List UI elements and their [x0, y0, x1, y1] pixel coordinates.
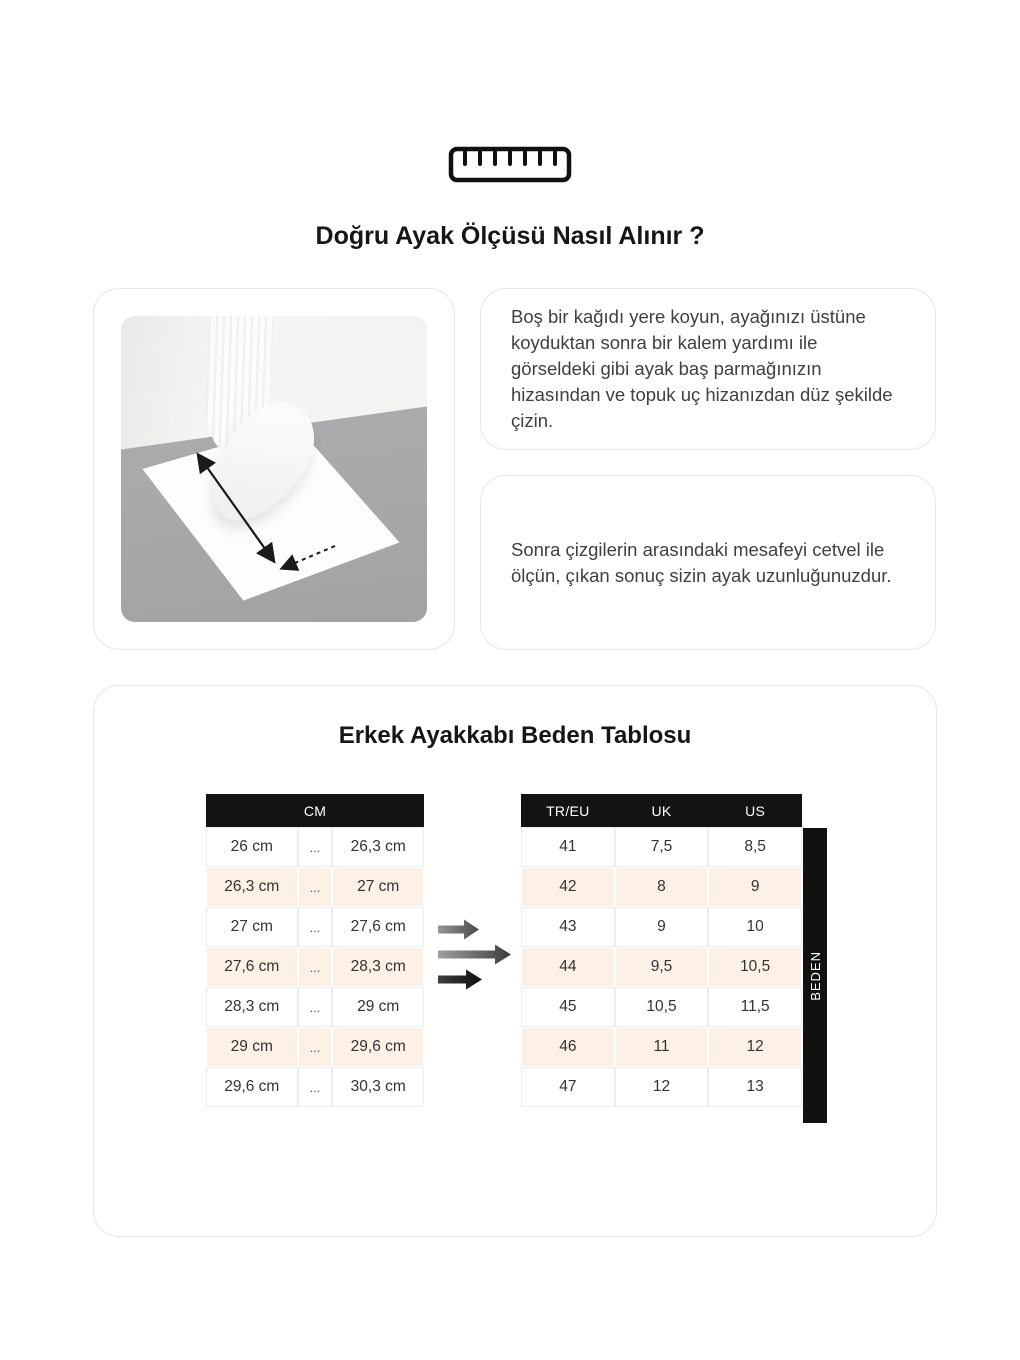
- table-row: [521, 867, 802, 907]
- table-row: [521, 907, 802, 947]
- range-dots: ...: [298, 1067, 333, 1107]
- size-us: 11,5: [708, 987, 802, 1027]
- cm-from: 26 cm: [206, 827, 298, 867]
- range-dots: ...: [298, 867, 333, 907]
- table-row: [521, 827, 802, 867]
- cm-from: 28,3 cm: [206, 987, 298, 1027]
- table-row: [206, 987, 424, 1027]
- foot-measurement-photo: [121, 316, 427, 622]
- size-conversion-table: [521, 794, 802, 1107]
- size-tr-eu: 45: [521, 987, 615, 1027]
- size-us: 8,5: [708, 827, 802, 867]
- conversion-header-row: [521, 794, 802, 827]
- cm-from: 27 cm: [206, 907, 298, 947]
- col-header-us: US: [708, 794, 802, 827]
- size-us: 10: [708, 907, 802, 947]
- cm-from: 29,6 cm: [206, 1067, 298, 1107]
- size-tr-eu: 43: [521, 907, 615, 947]
- table-row: [206, 1027, 424, 1067]
- size-tr-eu: 46: [521, 1027, 615, 1067]
- instruction-card-1: [480, 288, 936, 450]
- cm-to: 27 cm: [332, 867, 424, 907]
- transfer-arrows-svg: [437, 917, 518, 993]
- size-us: 12: [708, 1027, 802, 1067]
- table-row: [521, 1027, 802, 1067]
- cm-to: 29 cm: [332, 987, 424, 1027]
- foot-photo-card: [93, 288, 455, 650]
- range-dots: ...: [298, 1027, 333, 1067]
- cm-to: 30,3 cm: [332, 1067, 424, 1107]
- cm-from: 29 cm: [206, 1027, 298, 1067]
- size-tr-eu: 42: [521, 867, 615, 907]
- table-row: [206, 867, 424, 907]
- size-uk: 9,5: [615, 947, 709, 987]
- range-dots: ...: [298, 947, 333, 987]
- size-table-title: Erkek Ayakkabı Beden Tablosu: [338, 722, 692, 749]
- beden-side-bar: [803, 828, 827, 1123]
- col-header-tr-eu: TR/EU: [521, 794, 615, 827]
- size-uk: 10,5: [615, 987, 709, 1027]
- cm-to: 27,6 cm: [332, 907, 424, 947]
- table-row: [206, 947, 424, 987]
- instruction-step-2: Sonra çizgilerin arasındaki mesafeyi cetvel ile ölçün, çıkan sonuç sizin ayak uzunluğunuzdur.: [511, 538, 892, 586]
- cm-table-header-row: [206, 794, 424, 827]
- cm-table-header: CM: [206, 794, 424, 827]
- cm-to: 28,3 cm: [332, 947, 424, 987]
- cm-to: 29,6 cm: [332, 1027, 424, 1067]
- size-table-card: [93, 685, 937, 1237]
- col-header-uk: UK: [615, 794, 709, 827]
- size-us: 13: [708, 1067, 802, 1107]
- table-row: [206, 827, 424, 867]
- size-us: 10,5: [708, 947, 802, 987]
- instruction-step-1: Boş bir kağıdı yere koyun, ayağınızı üstüne koyduktan sonra bir kalem yardımı ile görseldeki gibi ayak baş parmağınızın hizasından ve topuk uç hizanızdan düz şekilde çizin.: [511, 306, 893, 431]
- range-dots: ...: [298, 987, 333, 1027]
- size-uk: 8: [615, 867, 709, 907]
- range-dots: ...: [298, 907, 333, 947]
- measure-arrow-icon: [121, 316, 427, 622]
- transfer-arrows-icon: [437, 917, 518, 993]
- table-row: [521, 947, 802, 987]
- size-uk: 11: [615, 1027, 709, 1067]
- range-dots: ...: [298, 827, 333, 867]
- size-tr-eu: 47: [521, 1067, 615, 1107]
- size-us: 9: [708, 867, 802, 907]
- table-row: [206, 1067, 424, 1107]
- size-uk: 12: [615, 1067, 709, 1107]
- ruler-icon-svg: [448, 146, 572, 183]
- size-uk: 7,5: [615, 827, 709, 867]
- beden-label: BEDEN: [807, 950, 823, 1001]
- instruction-card-2: [480, 475, 936, 650]
- cm-range-table: [206, 794, 424, 1107]
- table-row: [521, 1067, 802, 1107]
- page-title: Doğru Ayak Ölçüsü Nasıl Alınır ?: [315, 222, 705, 250]
- cm-from: 26,3 cm: [206, 867, 298, 907]
- size-tr-eu: 44: [521, 947, 615, 987]
- size-tr-eu: 41: [521, 827, 615, 867]
- cm-from: 27,6 cm: [206, 947, 298, 987]
- table-row: [521, 987, 802, 1027]
- cm-to: 26,3 cm: [332, 827, 424, 867]
- size-uk: 9: [615, 907, 709, 947]
- ruler-icon: [0, 146, 1020, 188]
- table-row: [206, 907, 424, 947]
